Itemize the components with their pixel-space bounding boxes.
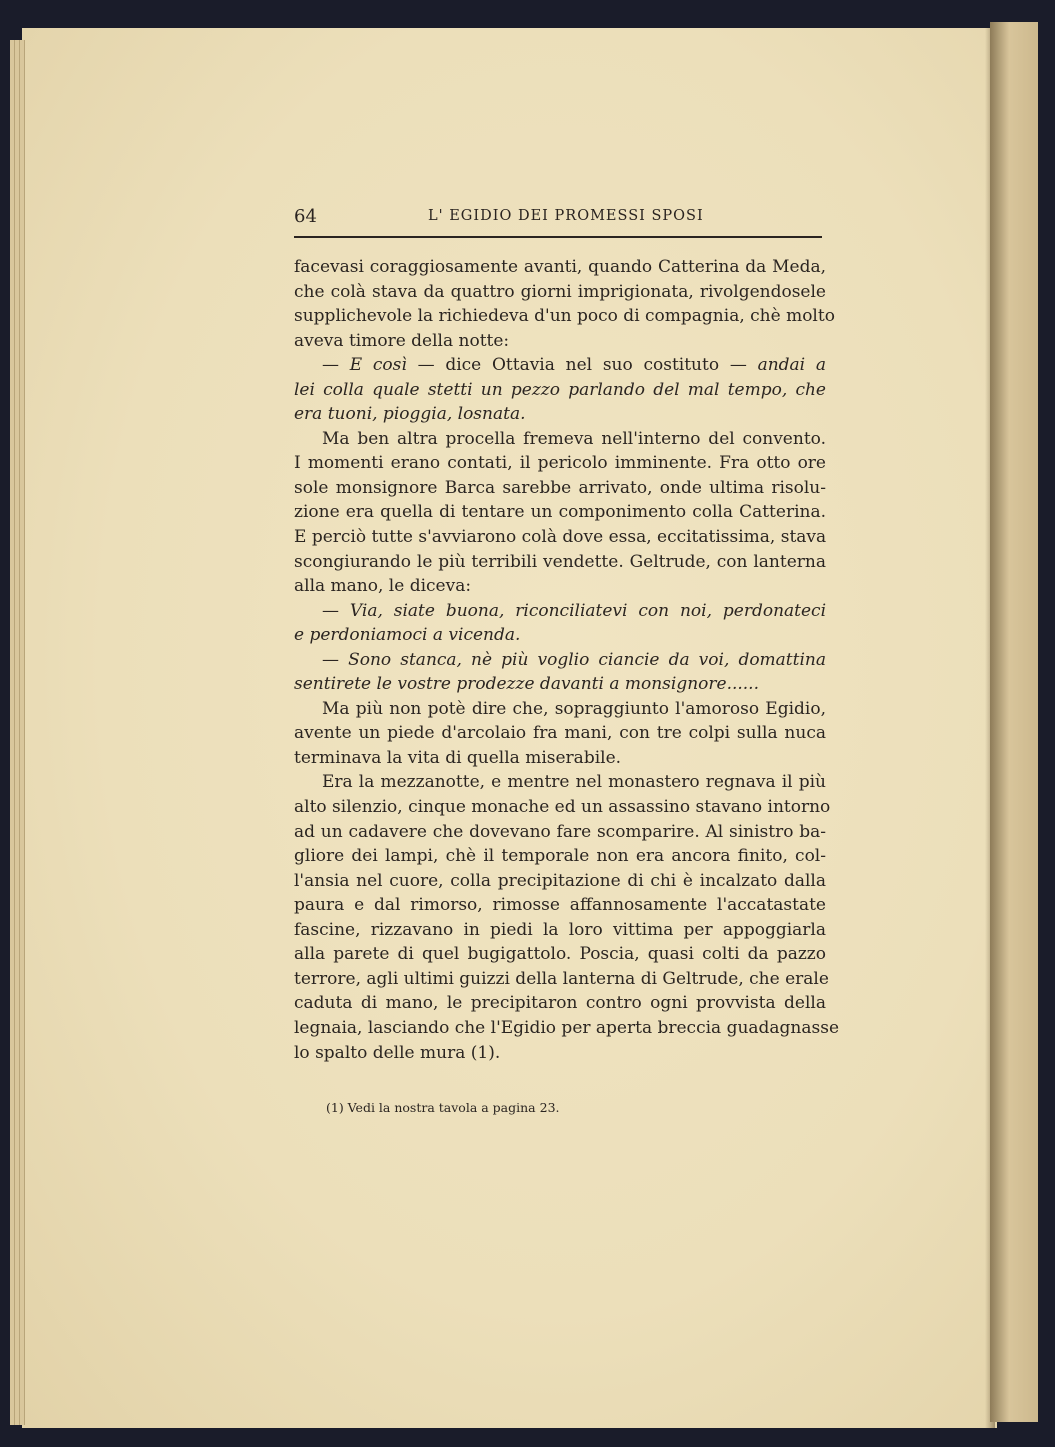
text-line: scongiurando le più terribili vendette. Geltrude, con lanterna <box>294 551 826 572</box>
narration: — dice Ottavia nel suo costituto — <box>406 355 758 376</box>
running-header <box>294 204 822 232</box>
quote-text: sentirete le vostre prodezze davanti a monsignore...... <box>294 674 759 695</box>
text-line: avente un piede d'arcolaio fra mani, con tre colpi sulla nuca <box>294 723 826 744</box>
quote-text: E così <box>349 355 407 376</box>
text-line <box>294 599 826 624</box>
text-line: I momenti erano contati, il pericolo imminente. Fra otto ore <box>294 453 826 474</box>
quote-text: andai a <box>757 355 826 376</box>
text-line: lo spalto delle mura (1). <box>294 1042 501 1063</box>
text-line: Era la mezzanotte, e mentre nel monastero regnava il più <box>322 772 826 793</box>
text-line: terrore, agli ultimi guizzi della lanterna di Geltrude, che erale <box>294 968 829 989</box>
text-line: ad un cadavere che dovevano fare scomparire. Al sinistro ba- <box>294 821 826 842</box>
text-line <box>294 402 826 427</box>
text-line: terminava la vita di quella miserabile. <box>294 747 622 768</box>
text-line: gliore dei lampi, chè il temporale non era ancora finito, col- <box>294 846 826 867</box>
text-line: alla parete di quel bugigattolo. Poscia, quasi colti da pazzo <box>294 944 826 965</box>
quote-text: lei colla quale stetti un pezzo parlando del mal tempo, che <box>294 379 826 400</box>
quote-text: e perdoniamoci a vicenda. <box>294 625 521 646</box>
text-line: caduta di mano, le precipitaron contro ogni provvista della <box>294 993 826 1014</box>
text-line <box>294 672 826 697</box>
footnote: (1) Vedi la nostra tavola a pagina 23. <box>326 1100 560 1115</box>
text-line: paura e dal rimorso, rimosse affannosamente l'accatastate <box>294 895 826 916</box>
dash: — <box>322 600 350 621</box>
quote-text: Sono stanca, nè più voglio ciancie da voi, domattina <box>348 649 826 670</box>
body-text <box>294 255 840 1065</box>
quote-text: Via, siate buona, riconciliatevi con noi, perdonateci <box>349 600 827 621</box>
text-line <box>294 353 826 378</box>
text-line: zione era quella di tentare un componimento colla Catterina. <box>294 502 826 523</box>
text-line: Ma ben altra procella fremeva nell'interno del convento. <box>322 428 826 449</box>
page-edge <box>20 40 25 1425</box>
text-line: sole monsignore Barca sarebbe arrivato, onde ultima risolu- <box>294 477 826 498</box>
text-line <box>294 623 826 648</box>
running-title: L' EGIDIO DEI PROMESSI SPOSI <box>428 208 704 224</box>
text-line: che colà stava da quattro giorni imprigionata, rivolgendosele <box>294 281 826 302</box>
text-line: alto silenzio, cinque monache ed un assassino stavano intorno <box>294 797 831 818</box>
text-line: legnaia, lasciando che l'Egidio per aperta breccia guadagnasse <box>294 1017 840 1038</box>
header-rule <box>294 236 822 238</box>
text-line <box>294 378 826 403</box>
dash: — <box>322 355 350 376</box>
text-line: E perciò tutte s'avviarono colà dove essa, eccitatissima, stava <box>294 527 827 548</box>
dash: — <box>322 649 349 670</box>
text-line: alla mano, le diceva: <box>294 576 472 597</box>
text-line: Ma più non potè dire che, sopraggiunto l'amoroso Egidio, <box>322 698 826 719</box>
text-line: fascine, rizzavano in piedi la loro vittima per appoggiarla <box>294 919 826 940</box>
text-line: aveva timore della notte: <box>294 330 510 351</box>
text-line: facevasi coraggiosamente avanti, quando Catterina da Meda, <box>294 257 826 277</box>
facing-page-edge <box>990 22 1038 1422</box>
text-line: supplichevole la richiedeva d'un poco di compagnia, chè molto <box>294 306 835 327</box>
quote-text: era tuoni, pioggia, losnata. <box>294 404 526 425</box>
text-line: l'ansia nel cuore, colla precipitazione di chi è incalzato dalla <box>294 870 826 891</box>
page-number: 64 <box>294 206 317 227</box>
text-line <box>294 648 826 673</box>
